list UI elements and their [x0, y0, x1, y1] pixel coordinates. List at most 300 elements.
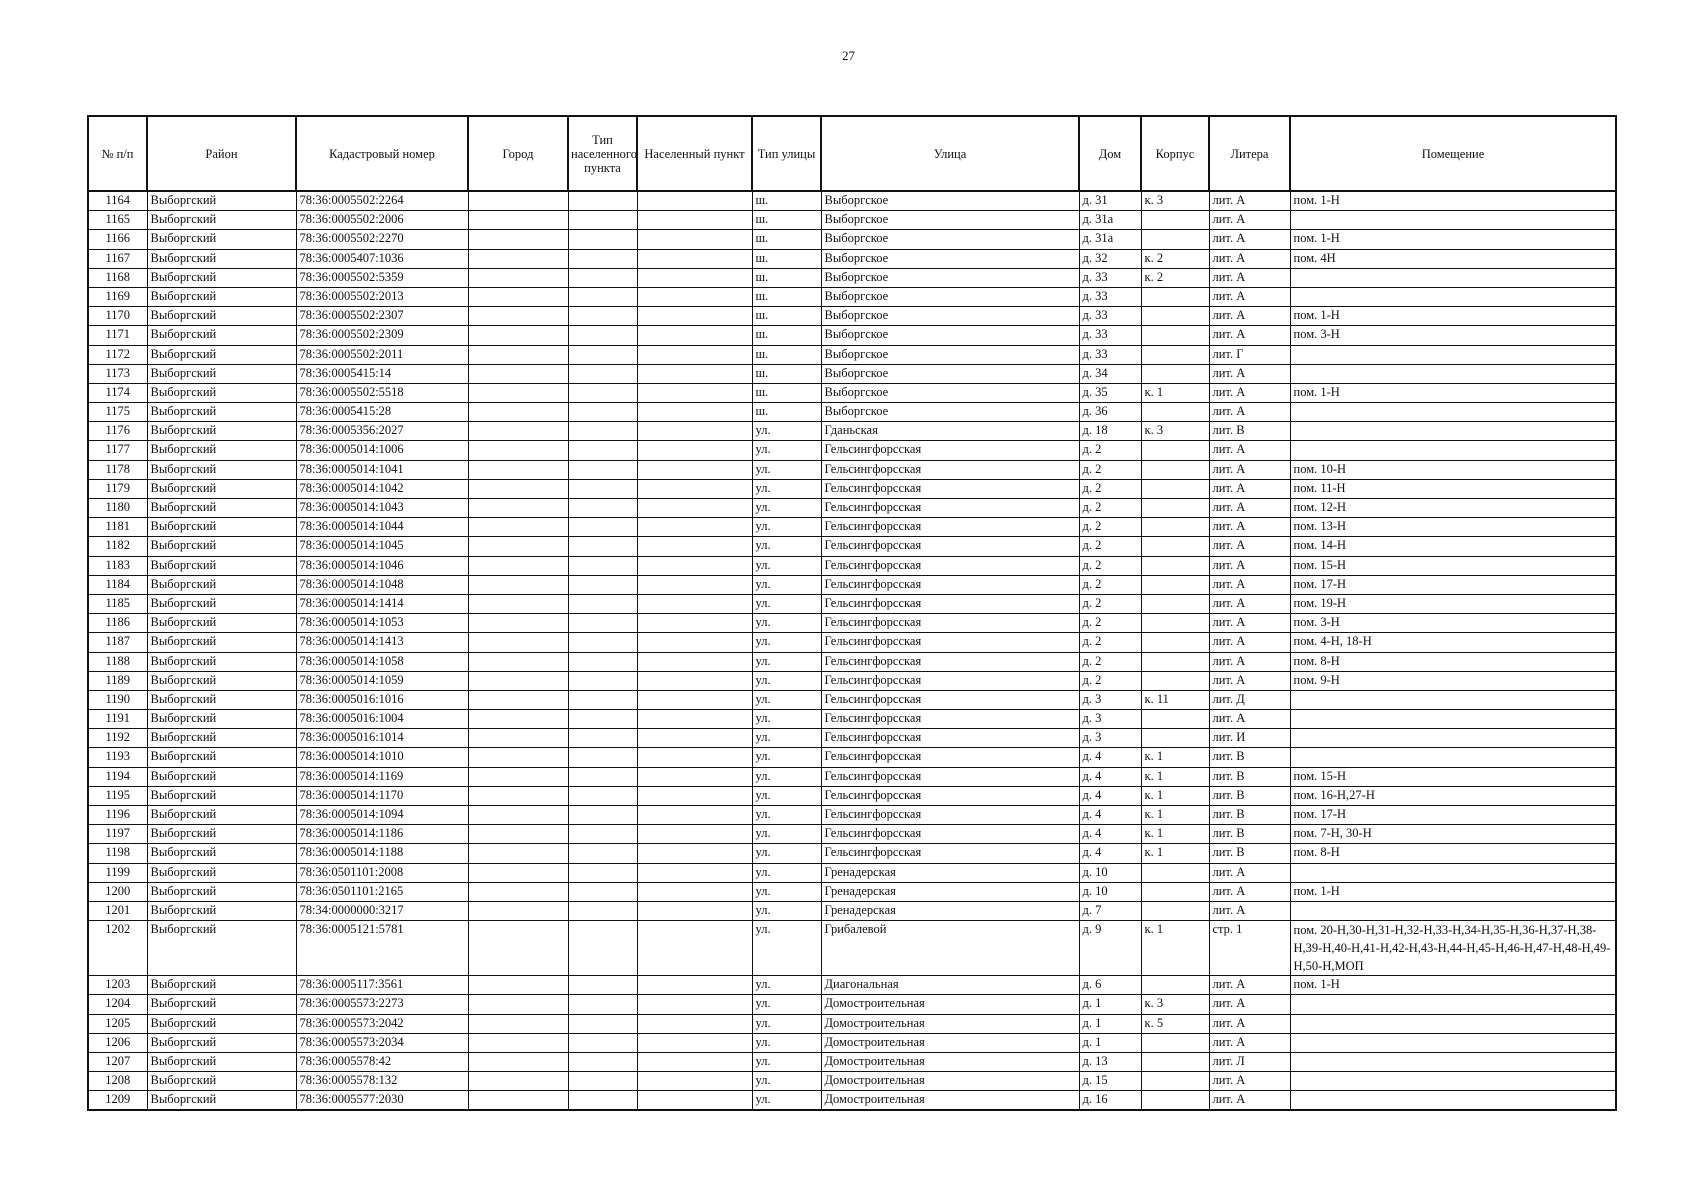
cell-num: 1171: [88, 326, 147, 345]
cell-num: 1209: [88, 1091, 147, 1111]
table-row: [88, 652, 1616, 671]
cell-num: 1203: [88, 976, 147, 995]
table-row: [88, 479, 1616, 498]
cell-building: к. 5: [1141, 1014, 1209, 1033]
cell-street-type: ш.: [752, 211, 821, 230]
col-header-letter: Литера: [1209, 116, 1290, 191]
cell-num: 1184: [88, 575, 147, 594]
cell-city: [468, 844, 568, 863]
cell-cadastral-number: 78:36:0005573:2042: [296, 1014, 468, 1033]
cell-num: 1178: [88, 460, 147, 479]
cell-house: д. 4: [1079, 786, 1141, 805]
cell-house: д. 13: [1079, 1052, 1141, 1071]
cell-locality: [637, 921, 752, 976]
table-row: [88, 230, 1616, 249]
cell-premises: [1290, 1014, 1616, 1033]
cell-locality-type: [568, 1091, 637, 1111]
cell-letter: лит. А: [1209, 863, 1290, 882]
cell-premises: пом. 3-Н: [1290, 326, 1616, 345]
table-row: [88, 518, 1616, 537]
cell-district: Выборгский: [147, 364, 296, 383]
cell-letter: лит. А: [1209, 1091, 1290, 1111]
cell-premises: [1290, 729, 1616, 748]
cell-street: Выборгское: [821, 211, 1079, 230]
cell-city: [468, 460, 568, 479]
col-header-street-type: Тип улицы: [752, 116, 821, 191]
cell-building: к. 1: [1141, 921, 1209, 976]
cell-letter: лит. А: [1209, 594, 1290, 613]
cell-street: Гданьская: [821, 422, 1079, 441]
table-row: [88, 556, 1616, 575]
cell-locality-type: [568, 633, 637, 652]
cell-street: Гренадерская: [821, 901, 1079, 920]
cell-building: к. 1: [1141, 825, 1209, 844]
cell-letter: лит. А: [1209, 326, 1290, 345]
cell-cadastral-number: 78:36:0005014:1044: [296, 518, 468, 537]
cell-letter: лит. А: [1209, 537, 1290, 556]
cell-district: Выборгский: [147, 345, 296, 364]
cell-locality-type: [568, 575, 637, 594]
cell-locality-type: [568, 249, 637, 268]
cell-premises: [1290, 1072, 1616, 1091]
cell-building: [1141, 307, 1209, 326]
cell-city: [468, 326, 568, 345]
cell-house: д. 36: [1079, 403, 1141, 422]
cell-num: 1165: [88, 211, 147, 230]
cell-district: Выборгский: [147, 403, 296, 422]
table-row: [88, 825, 1616, 844]
cell-city: [468, 575, 568, 594]
cell-letter: лит. А: [1209, 307, 1290, 326]
table-row: [88, 882, 1616, 901]
cell-street-type: ул.: [752, 518, 821, 537]
cell-locality-type: [568, 901, 637, 920]
cell-house: д. 33: [1079, 345, 1141, 364]
cell-street: Гельсингфорсская: [821, 518, 1079, 537]
cell-street: Выборгское: [821, 249, 1079, 268]
cell-street: Выборгское: [821, 268, 1079, 287]
cell-building: [1141, 499, 1209, 518]
cell-premises: пом. 13-Н: [1290, 518, 1616, 537]
table-row: [88, 403, 1616, 422]
cell-house: д. 2: [1079, 460, 1141, 479]
cell-num: 1167: [88, 249, 147, 268]
cell-building: к. 3: [1141, 422, 1209, 441]
table-row: [88, 767, 1616, 786]
cell-district: Выборгский: [147, 806, 296, 825]
cell-letter: стр. 1: [1209, 921, 1290, 976]
cell-city: [468, 863, 568, 882]
cell-street-type: ул.: [752, 710, 821, 729]
cell-premises: пом. 1-Н: [1290, 882, 1616, 901]
cell-district: Выборгский: [147, 863, 296, 882]
cell-city: [468, 594, 568, 613]
cell-locality-type: [568, 767, 637, 786]
col-header-city: Город: [468, 116, 568, 191]
cell-house: д. 34: [1079, 364, 1141, 383]
cell-locality: [637, 249, 752, 268]
cell-city: [468, 1072, 568, 1091]
cell-street-type: ш.: [752, 307, 821, 326]
cell-street: Выборгское: [821, 383, 1079, 402]
cell-num: 1206: [88, 1033, 147, 1052]
cell-street: Гренадерская: [821, 863, 1079, 882]
cell-street-type: ул.: [752, 614, 821, 633]
cell-street: Гельсингфорсская: [821, 844, 1079, 863]
cell-cadastral-number: 78:36:0005016:1014: [296, 729, 468, 748]
cell-locality: [637, 1091, 752, 1111]
cell-house: д. 10: [1079, 882, 1141, 901]
cell-letter: лит. А: [1209, 1072, 1290, 1091]
cell-letter: лит. А: [1209, 575, 1290, 594]
cell-num: 1192: [88, 729, 147, 748]
cell-cadastral-number: 78:36:0005014:1058: [296, 652, 468, 671]
cell-district: Выборгский: [147, 575, 296, 594]
cell-city: [468, 614, 568, 633]
cell-house: д. 10: [1079, 863, 1141, 882]
cell-locality: [637, 995, 752, 1014]
cell-street-type: ш.: [752, 383, 821, 402]
cell-city: [468, 1091, 568, 1111]
cell-locality-type: [568, 307, 637, 326]
cell-letter: лит. Г: [1209, 345, 1290, 364]
cell-district: Выборгский: [147, 786, 296, 805]
cell-cadastral-number: 78:36:0501101:2165: [296, 882, 468, 901]
cell-street: Гельсингфорсская: [821, 614, 1079, 633]
cell-num: 1164: [88, 191, 147, 211]
cell-premises: [1290, 863, 1616, 882]
cell-building: [1141, 211, 1209, 230]
cell-letter: лит. В: [1209, 825, 1290, 844]
cell-city: [468, 345, 568, 364]
cell-house: д. 16: [1079, 1091, 1141, 1111]
cell-letter: лит. А: [1209, 499, 1290, 518]
table-row: [88, 594, 1616, 613]
cell-street-type: ул.: [752, 575, 821, 594]
cell-street-type: ул.: [752, 1014, 821, 1033]
cell-district: Выборгский: [147, 556, 296, 575]
cell-city: [468, 249, 568, 268]
cell-city: [468, 976, 568, 995]
cell-street-type: ул.: [752, 1033, 821, 1052]
cell-locality: [637, 729, 752, 748]
cell-locality-type: [568, 422, 637, 441]
cell-cadastral-number: 78:36:0005014:1188: [296, 844, 468, 863]
cell-district: Выборгский: [147, 748, 296, 767]
cell-cadastral-number: 78:36:0005014:1094: [296, 806, 468, 825]
cell-district: Выборгский: [147, 211, 296, 230]
cell-premises: [1290, 995, 1616, 1014]
cell-cadastral-number: 78:36:0005014:1048: [296, 575, 468, 594]
cell-locality: [637, 345, 752, 364]
cell-letter: лит. А: [1209, 901, 1290, 920]
cell-house: д. 3: [1079, 710, 1141, 729]
cell-letter: лит. А: [1209, 287, 1290, 306]
cell-street-type: ш.: [752, 191, 821, 211]
cell-locality-type: [568, 1014, 637, 1033]
cell-locality: [637, 556, 752, 575]
cell-letter: лит. А: [1209, 518, 1290, 537]
cell-locality-type: [568, 844, 637, 863]
cell-city: [468, 268, 568, 287]
cell-street: Гельсингфорсская: [821, 786, 1079, 805]
cell-premises: пом. 15-Н: [1290, 556, 1616, 575]
table-row: [88, 499, 1616, 518]
cell-city: [468, 767, 568, 786]
cell-locality-type: [568, 537, 637, 556]
cell-letter: лит. А: [1209, 1033, 1290, 1052]
cell-cadastral-number: 78:36:0005014:1169: [296, 767, 468, 786]
cell-locality-type: [568, 825, 637, 844]
cell-street: Гельсингфорсская: [821, 748, 1079, 767]
cell-locality: [637, 633, 752, 652]
cell-city: [468, 748, 568, 767]
cell-street-type: ул.: [752, 1072, 821, 1091]
cell-street: Гельсингфорсская: [821, 633, 1079, 652]
table-row: [88, 671, 1616, 690]
cell-house: д. 3: [1079, 729, 1141, 748]
cell-cadastral-number: 78:36:0005502:2013: [296, 287, 468, 306]
cell-locality-type: [568, 786, 637, 805]
cell-district: Выборгский: [147, 614, 296, 633]
cell-district: Выборгский: [147, 652, 296, 671]
cell-cadastral-number: 78:36:0005356:2027: [296, 422, 468, 441]
cell-city: [468, 307, 568, 326]
cell-street-type: ул.: [752, 690, 821, 709]
cell-cadastral-number: 78:36:0005502:2011: [296, 345, 468, 364]
cell-num: 1190: [88, 690, 147, 709]
cell-city: [468, 364, 568, 383]
cell-locality-type: [568, 652, 637, 671]
table-row: [88, 710, 1616, 729]
cell-num: 1198: [88, 844, 147, 863]
cell-locality-type: [568, 518, 637, 537]
cell-letter: лит. А: [1209, 710, 1290, 729]
cell-house: д. 18: [1079, 422, 1141, 441]
cell-building: [1141, 652, 1209, 671]
cell-num: 1173: [88, 364, 147, 383]
table-row: [88, 1052, 1616, 1071]
cell-num: 1199: [88, 863, 147, 882]
cell-district: Выборгский: [147, 441, 296, 460]
cell-cadastral-number: 78:36:0005415:28: [296, 403, 468, 422]
cell-street-type: ш.: [752, 268, 821, 287]
col-header-district: Район: [147, 116, 296, 191]
cell-building: к. 1: [1141, 806, 1209, 825]
cell-street: Домостроительная: [821, 1091, 1079, 1111]
cell-premises: пом. 16-Н,27-Н: [1290, 786, 1616, 805]
cell-locality-type: [568, 479, 637, 498]
cell-city: [468, 479, 568, 498]
cell-locality: [637, 460, 752, 479]
cell-letter: лит. В: [1209, 767, 1290, 786]
cell-house: д. 33: [1079, 307, 1141, 326]
registry-table: [87, 115, 1617, 1111]
cell-num: 1168: [88, 268, 147, 287]
cell-street: Выборгское: [821, 403, 1079, 422]
cell-cadastral-number: 78:36:0005014:1006: [296, 441, 468, 460]
cell-locality: [637, 976, 752, 995]
cell-locality: [637, 594, 752, 613]
cell-street: Выборгское: [821, 326, 1079, 345]
cell-num: 1169: [88, 287, 147, 306]
cell-district: Выборгский: [147, 422, 296, 441]
cell-locality: [637, 403, 752, 422]
table-row: [88, 575, 1616, 594]
cell-street: Гельсингфорсская: [821, 499, 1079, 518]
cell-cadastral-number: 78:36:0005407:1036: [296, 249, 468, 268]
cell-building: [1141, 518, 1209, 537]
cell-street: Гельсингфорсская: [821, 690, 1079, 709]
cell-street-type: ул.: [752, 863, 821, 882]
cell-locality: [637, 710, 752, 729]
cell-premises: пом. 20-Н,30-Н,31-Н,32-Н,33-Н,34-Н,35-Н,36-Н,37-Н,38-Н,39-Н,40-Н,41-Н,42-Н,43-Н,44-Н,45-Н,46-Н,47-Н,48-Н,49-Н,50-Н,МОП: [1290, 921, 1616, 976]
cell-street: Домостроительная: [821, 1014, 1079, 1033]
cell-building: [1141, 863, 1209, 882]
cell-locality-type: [568, 863, 637, 882]
cell-district: Выборгский: [147, 690, 296, 709]
cell-cadastral-number: 78:36:0005014:1413: [296, 633, 468, 652]
cell-premises: пом. 1-Н: [1290, 976, 1616, 995]
cell-premises: [1290, 1091, 1616, 1111]
cell-locality-type: [568, 1072, 637, 1091]
cell-street-type: ул.: [752, 995, 821, 1014]
cell-city: [468, 191, 568, 211]
cell-cadastral-number: 78:36:0005502:2264: [296, 191, 468, 211]
col-header-street: Улица: [821, 116, 1079, 191]
cell-city: [468, 921, 568, 976]
col-header-locality: Населенный пункт: [637, 116, 752, 191]
cell-cadastral-number: 78:36:0005016:1016: [296, 690, 468, 709]
cell-house: д. 2: [1079, 671, 1141, 690]
cell-cadastral-number: 78:36:0005014:1053: [296, 614, 468, 633]
cell-building: [1141, 287, 1209, 306]
cell-district: Выборгский: [147, 1033, 296, 1052]
cell-locality: [637, 1052, 752, 1071]
cell-city: [468, 652, 568, 671]
cell-cadastral-number: 78:36:0005121:5781: [296, 921, 468, 976]
cell-street: Гельсингфорсская: [821, 594, 1079, 613]
cell-district: Выборгский: [147, 882, 296, 901]
cell-city: [468, 729, 568, 748]
cell-street-type: ул.: [752, 921, 821, 976]
cell-street: Выборгское: [821, 230, 1079, 249]
cell-district: Выборгский: [147, 518, 296, 537]
cell-num: 1187: [88, 633, 147, 652]
cell-locality-type: [568, 230, 637, 249]
cell-premises: пом. 8-Н: [1290, 844, 1616, 863]
cell-locality-type: [568, 460, 637, 479]
cell-premises: пом. 12-Н: [1290, 499, 1616, 518]
cell-num: 1179: [88, 479, 147, 498]
cell-street-type: ул.: [752, 652, 821, 671]
cell-city: [468, 383, 568, 402]
cell-street-type: ул.: [752, 499, 821, 518]
col-header-cadastral-number: Кадастровый номер: [296, 116, 468, 191]
cell-letter: лит. А: [1209, 976, 1290, 995]
cell-locality-type: [568, 710, 637, 729]
cell-locality: [637, 748, 752, 767]
cell-premises: пом. 4Н: [1290, 249, 1616, 268]
cell-num: 1188: [88, 652, 147, 671]
cell-num: 1181: [88, 518, 147, 537]
cell-house: д. 35: [1079, 383, 1141, 402]
cell-letter: лит. А: [1209, 460, 1290, 479]
cell-num: 1191: [88, 710, 147, 729]
cell-building: [1141, 364, 1209, 383]
cell-street: Гельсингфорсская: [821, 825, 1079, 844]
table-row: [88, 1091, 1616, 1111]
table-row: [88, 537, 1616, 556]
cell-locality: [637, 383, 752, 402]
cell-city: [468, 537, 568, 556]
cell-street: Гельсингфорсская: [821, 479, 1079, 498]
cell-premises: пом. 7-Н, 30-Н: [1290, 825, 1616, 844]
cell-street-type: ул.: [752, 422, 821, 441]
cell-street-type: ул.: [752, 901, 821, 920]
cell-house: д. 4: [1079, 748, 1141, 767]
cell-locality-type: [568, 287, 637, 306]
cell-locality: [637, 422, 752, 441]
cell-letter: лит. А: [1209, 211, 1290, 230]
table-row: [88, 307, 1616, 326]
cell-num: 1189: [88, 671, 147, 690]
cell-locality-type: [568, 403, 637, 422]
cell-cadastral-number: 78:36:0005014:1170: [296, 786, 468, 805]
cell-house: д. 2: [1079, 575, 1141, 594]
cell-street-type: ш.: [752, 287, 821, 306]
cell-building: [1141, 1072, 1209, 1091]
cell-premises: [1290, 710, 1616, 729]
cell-cadastral-number: 78:34:0000000:3217: [296, 901, 468, 920]
cell-cadastral-number: 78:36:0005578:42: [296, 1052, 468, 1071]
cell-building: [1141, 460, 1209, 479]
cell-district: Выборгский: [147, 479, 296, 498]
table-row: [88, 976, 1616, 995]
cell-street: Гельсингфорсская: [821, 537, 1079, 556]
cell-locality: [637, 268, 752, 287]
cell-house: д. 33: [1079, 268, 1141, 287]
table-row: [88, 1014, 1616, 1033]
cell-district: Выборгский: [147, 901, 296, 920]
cell-district: Выборгский: [147, 191, 296, 211]
cell-district: Выборгский: [147, 499, 296, 518]
cell-locality: [637, 614, 752, 633]
table-row: [88, 786, 1616, 805]
table-row: [88, 268, 1616, 287]
cell-building: [1141, 230, 1209, 249]
cell-letter: лит. А: [1209, 614, 1290, 633]
cell-district: Выборгский: [147, 710, 296, 729]
table-row: [88, 614, 1616, 633]
cell-num: 1202: [88, 921, 147, 976]
cell-city: [468, 230, 568, 249]
cell-locality: [637, 479, 752, 498]
cell-street: Выборгское: [821, 345, 1079, 364]
cell-letter: лит. А: [1209, 652, 1290, 671]
cell-street: Выборгское: [821, 364, 1079, 383]
cell-street: Гельсингфорсская: [821, 671, 1079, 690]
cell-building: [1141, 633, 1209, 652]
cell-street: Гельсингфорсская: [821, 729, 1079, 748]
cell-street-type: ул.: [752, 786, 821, 805]
cell-premises: [1290, 287, 1616, 306]
cell-locality: [637, 786, 752, 805]
cell-cadastral-number: 78:36:0005014:1010: [296, 748, 468, 767]
cell-locality-type: [568, 614, 637, 633]
cell-house: д. 2: [1079, 479, 1141, 498]
cell-district: Выборгский: [147, 1052, 296, 1071]
